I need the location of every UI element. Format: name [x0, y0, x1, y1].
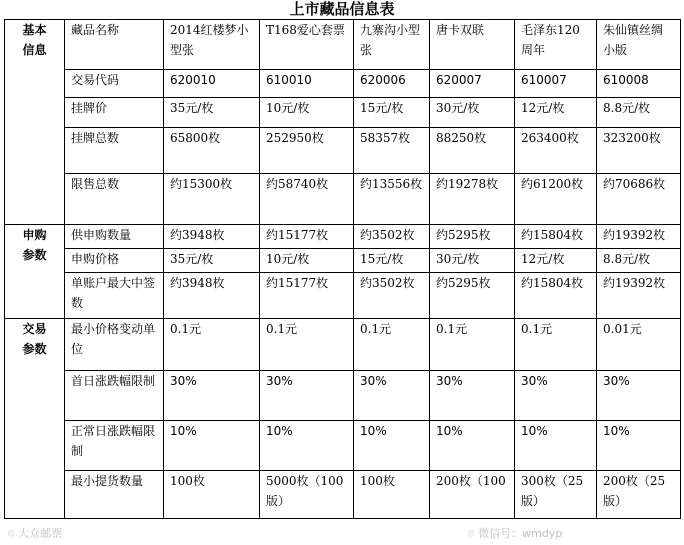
- table-cell: 15元/枚: [354, 98, 430, 128]
- table-cell: 约19392枚: [597, 273, 681, 319]
- table-cell: 200枚（25版）: [597, 471, 681, 519]
- table-row: [5, 225, 681, 249]
- table-row: [5, 70, 681, 98]
- table-cell: 10%: [164, 421, 260, 471]
- collection-name-cell: 朱仙镇丝绸小版: [597, 20, 681, 70]
- table-row: [5, 421, 681, 471]
- table-cell: 200枚（100: [430, 471, 515, 519]
- collection-name-cell: 2014红楼梦小型张: [164, 20, 260, 70]
- table-row: [5, 273, 681, 319]
- row-label: 最小提货数量: [65, 471, 164, 519]
- table-cell: 约5295枚: [430, 273, 515, 319]
- table-cell: 10%: [430, 421, 515, 471]
- table-cell: 100枚: [164, 471, 260, 519]
- table-cell: 0.1元: [260, 319, 354, 371]
- row-label: 最小价格变动单位: [65, 319, 164, 371]
- table-cell: 10%: [597, 421, 681, 471]
- table-cell: 约15300枚: [164, 174, 260, 225]
- table-cell: 35元/枚: [164, 249, 260, 273]
- table-cell: 约3502枚: [354, 273, 430, 319]
- row-label: 藏品名称: [65, 20, 164, 70]
- table-cell: 58357枚: [354, 128, 430, 174]
- table-cell: 610008: [597, 70, 681, 98]
- table-cell: 30%: [260, 371, 354, 421]
- table-cell: 约61200枚: [515, 174, 597, 225]
- table-cell: 35元/枚: [164, 98, 260, 128]
- table-cell: 约70686枚: [597, 174, 681, 225]
- wechat-icon: ⌾: [468, 527, 475, 540]
- table-row: [5, 471, 681, 519]
- table-cell: 100枚: [354, 471, 430, 519]
- collection-name-cell: 九寨沟小型张: [354, 20, 430, 70]
- table-row: [5, 371, 681, 421]
- table-cell: 约15177枚: [260, 273, 354, 319]
- table-row: [5, 20, 681, 70]
- table-cell: 0.1元: [164, 319, 260, 371]
- row-label: 首日涨跌幅限制: [65, 371, 164, 421]
- table-cell: 约19278枚: [430, 174, 515, 225]
- table-cell: 12元/枚: [515, 249, 597, 273]
- collection-name-cell: 唐卡双联: [430, 20, 515, 70]
- table-cell: 15元/枚: [354, 249, 430, 273]
- table-cell: 8.8元/枚: [597, 98, 681, 128]
- table-cell: 10%: [260, 421, 354, 471]
- table-cell: 30%: [164, 371, 260, 421]
- table-cell: 约15804枚: [515, 225, 597, 249]
- table-cell: 约13556枚: [354, 174, 430, 225]
- collection-name-cell: 毛泽东120周年: [515, 20, 597, 70]
- watermark-wechat-id: ⌾ 微信号：wmdyp: [468, 527, 563, 540]
- table-cell: 约3502枚: [354, 225, 430, 249]
- table-cell: 12元/枚: [515, 98, 597, 128]
- table-cell: 30%: [430, 371, 515, 421]
- wechat-icon: ⌾: [8, 527, 15, 540]
- table-cell: 约3948枚: [164, 225, 260, 249]
- row-label: 挂牌总数: [65, 128, 164, 174]
- table-cell: 约3948枚: [164, 273, 260, 319]
- table-cell: 620007: [430, 70, 515, 98]
- row-label: 供申购数量: [65, 225, 164, 249]
- table-cell: 252950枚: [260, 128, 354, 174]
- table-row: [5, 174, 681, 225]
- table-row: [5, 249, 681, 273]
- table-cell: 30元/枚: [430, 98, 515, 128]
- table-cell: 5000枚（100版）: [260, 471, 354, 519]
- table-row: [5, 98, 681, 128]
- collection-name-cell: T168爱心套票: [260, 20, 354, 70]
- table-cell: 263400枚: [515, 128, 597, 174]
- table-cell: 10元/枚: [260, 98, 354, 128]
- row-label: 申购价格: [65, 249, 164, 273]
- table-cell: 620006: [354, 70, 430, 98]
- table-cell: 30元/枚: [430, 249, 515, 273]
- table-cell: 620010: [164, 70, 260, 98]
- row-label: 单账户最大中签数: [65, 273, 164, 319]
- table-cell: 0.01元: [597, 319, 681, 371]
- row-label: 交易代码: [65, 70, 164, 98]
- row-label: 挂牌价: [65, 98, 164, 128]
- table-cell: 30%: [354, 371, 430, 421]
- table-cell: 610007: [515, 70, 597, 98]
- table-cell: 300枚（25版）: [515, 471, 597, 519]
- table-cell: 88250枚: [430, 128, 515, 174]
- table-cell: 30%: [597, 371, 681, 421]
- table-cell: 0.1元: [515, 319, 597, 371]
- table-cell: 10元/枚: [260, 249, 354, 273]
- table-cell: 约5295枚: [430, 225, 515, 249]
- section-basic-info: 基本 信息: [5, 20, 65, 225]
- table-cell: 约15177枚: [260, 225, 354, 249]
- watermark-brand: ⌾ 大众邮票: [8, 527, 63, 540]
- section-subscription-params: 申购 参数: [5, 225, 65, 319]
- table-row: [5, 319, 681, 371]
- table-cell: 8.8元/枚: [597, 249, 681, 273]
- table-cell: 10%: [354, 421, 430, 471]
- table-cell: 323200枚: [597, 128, 681, 174]
- table-cell: 约58740枚: [260, 174, 354, 225]
- page-title: 上市藏品信息表: [289, 0, 395, 18]
- table-cell: 0.1元: [354, 319, 430, 371]
- table-cell: 约15804枚: [515, 273, 597, 319]
- listing-info-table: [4, 19, 681, 519]
- table-cell: 约19392枚: [597, 225, 681, 249]
- table-cell: 0.1元: [430, 319, 515, 371]
- table-cell: 65800枚: [164, 128, 260, 174]
- section-trading-params: 交易 参数: [5, 319, 65, 519]
- table-cell: 610010: [260, 70, 354, 98]
- table-row: [5, 128, 681, 174]
- table-cell: 30%: [515, 371, 597, 421]
- table-cell: 10%: [515, 421, 597, 471]
- row-label: 正常日涨跌幅限制: [65, 421, 164, 471]
- row-label: 限售总数: [65, 174, 164, 225]
